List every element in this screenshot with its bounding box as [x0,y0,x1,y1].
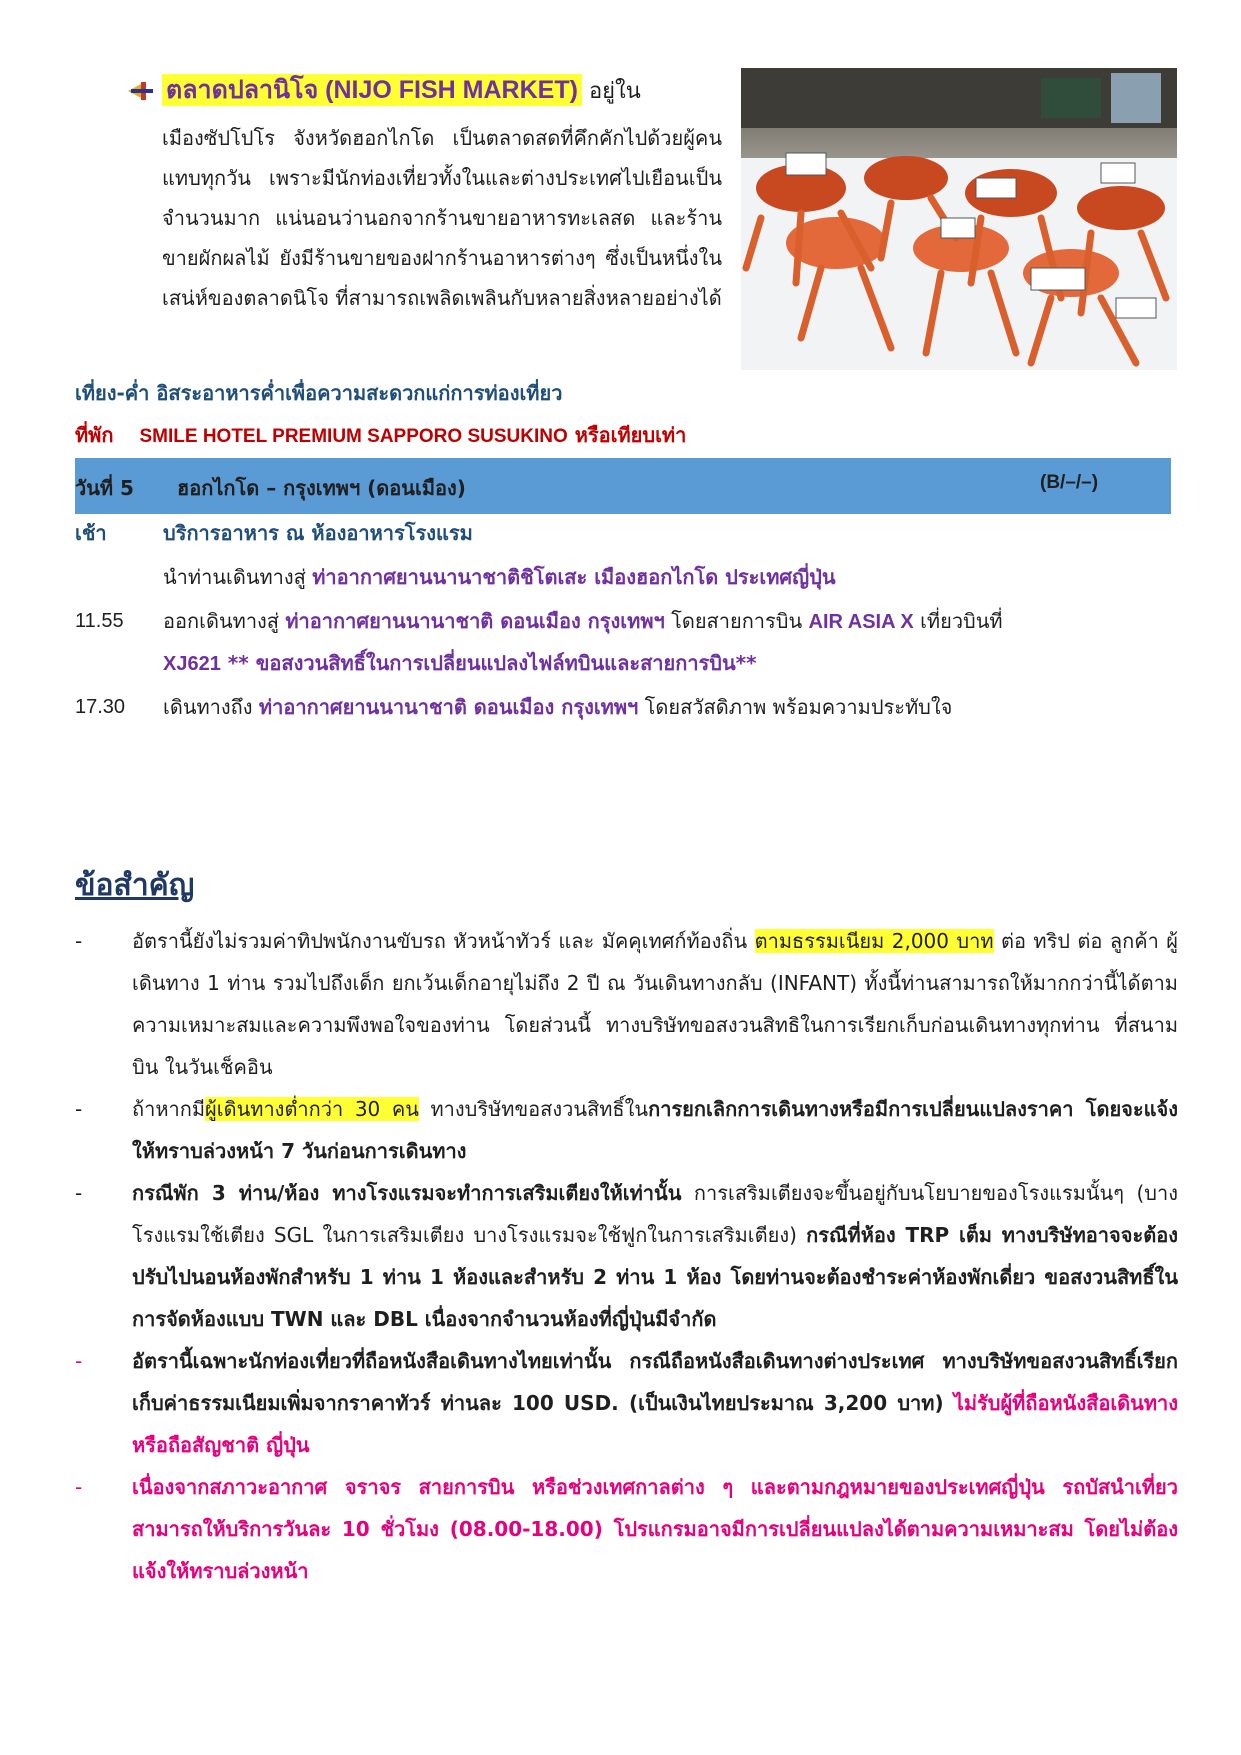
dep-mid: โดยสายการบิน [664,609,809,633]
note-dash: - [75,1181,83,1205]
note-min-bold: การยกเลิกการเดินทางหรือมีการเปลี่ยนแปลงราคา โดยจะแจ้งให้ทราบล่วงหน้า 7 วันก่อนการเดินทาง [132,1097,1178,1163]
note-dash: - [75,1475,83,1499]
nijo-title-suffix: อยู่ใน [581,79,641,104]
hotel-line [75,420,686,452]
note-min-travelers [132,1088,1178,1172]
note-min-highlight: ผู้เดินทางต่ำกว่า 30 คน [205,1097,419,1121]
note-triple-bold-a: กรณีพัก 3 ท่าน/ห้อง ทางโรงแรมจะทำการเสริมเตียงให้เท่านั้น [132,1181,682,1205]
note-tips [132,920,1178,1088]
flight-note: ** ขอสงวนสิทธิ์ในการเปลี่ยนแปลงไฟล์ทบินและสายการบิน** [220,651,757,675]
note-passport-bold: อัตรานี้เฉพาะนักท่องเที่ยวที่ถือหนังสือเดินทางไทยเท่านั้น กรณีถือหนังสือเดินทางต่างประเทศ ทางบริษัทขอสงวนสิทธิ์เรียกเก็บค่าธรรมเนียมเพิ่มจากราคาทัวร์ ท่านละ 100 USD. (เป็นเงินไทยประมาณ 3,200 บาท) [132,1349,1178,1415]
nijo-title: ตลาดปลานิโจ (NIJO FISH MARKET) [162,74,582,106]
note-dash: - [75,1097,83,1121]
arr-prefix: เดินทางถึง [163,695,259,719]
meal-note: เที่ยง-ค่ำ อิสระอาหารค่ำเพื่อความสะดวกแก่การท่องเที่ยว [75,381,563,405]
hotel-suffix: หรือเทียบเท่า [567,423,687,447]
dep-flight-prefix: เที่ยวบินที่ [913,609,1003,633]
airline: AIR ASIA X [808,611,914,633]
departure-time: 11.55 [75,610,124,632]
schedule-morning-label: เช้า [75,521,107,545]
schedule-transfer [163,562,836,592]
note-tips-text-b: ต่อ ทริป ต่อ ลูกค้า ผู้เดินทาง 1 ท่าน รวมไปถึงเด็ก ยกเว้นเด็กอายุไม่ถึง 2 ปี ณ วันเดินทางกลับ (INFANT) ทั้งนี้ท่านสามารถให้มากกว่านี้ได้ตามความเหมาะสมและความพึงพอใจของท่าน โดยส่วนนี้ ทางบริษัทขอสงวนสิทธิในการเรียกเก็บก่อนเดินทางทุกท่าน ที่สนามบิน ในวันเช็คอิน [132,929,1178,1079]
note-tips-highlight: ตามธรรมเนียม 2,000 บาท [754,929,994,953]
nijo-description: เมืองซัปโปโร จังหวัดฮอกไกโด เป็นตลาดสดที่คึกคักไปด้วยผู้คนแทบทุกวัน เพราะมีนักท่องเที่ยวทั้งในและต่างประเทศไปเยือนเป็นจำนวนมาก แน่นอนว่านอกจากร้านขายอาหารทะเลสด และร้านขายผักผลไม้ ยังมีร้านขายของฝากร้านอาหารต่างๆ ซึ่งเป็นหนึ่งในเสน่ห์ของตลาดนิโจ ที่สามารถเพลิดเพลินกับหลายสิ่งหลายอย่างได้ [162,126,722,310]
note-triple-room [132,1172,1178,1340]
arrival-time: 17.30 [75,696,126,718]
note-dash: - [75,929,83,953]
hotel-name: SMILE HOTEL PREMIUM SAPPORO SUSUKINO [139,426,568,447]
day-label: วันที่ 5 [75,476,134,500]
arr-place: ท่าอากาศยานนานาชาติ ดอนเมือง กรุงเทพฯ [258,695,639,719]
note-triple-text: การเสริมเตียงจะขึ้นอยู่กับนโยบายของโรงแรมนั้นๆ (บางโรงแรมใช้เตียง SGL ในการเสริมเตียง บางโรงแรมจะใช้ฟูกในการเสริมเตียง) [132,1181,1178,1247]
important-heading: ข้อสำคัญ [75,868,195,903]
day-title: ฮอกไกโด – กรุงเทพฯ (ดอนเมือง) [177,476,466,500]
note-passport-red: ไม่รับผู้ที่ถือหนังสือเดินทางหรือถือสัญชาติ ญี่ปุ่น [132,1391,1178,1457]
dep-prefix: ออกเดินทางสู่ [163,609,286,633]
dep-place: ท่าอากาศยานนานาชาติ ดอนเมือง กรุงเทพฯ [285,609,665,633]
note-tips-text-a: อัตรานี้ยังไม่รวมค่าทิปพนักงานขับรถ หัวหน้าทัวร์ และ มัคคุเทศก์ท้องถิ่น [132,929,755,953]
note-bus-hours-text: เนื่องจากสภาวะอากาศ จราจร สายการบิน หรือช่วงเทศกาลต่าง ๆ และตามกฎหมายของประเทศญี่ปุ่น รถบัสนำเที่ยวสามารถให้บริการวันละ 10 ชั่วโมง (08.00-18.00) โปรแกรมอาจมีการเปลี่ยนแปลงได้ตามความเหมาะสม โดยไม่ต้องแจ้งให้ทราบล่วงหน้า [132,1475,1178,1583]
flight-line [163,648,757,679]
arr-suffix: โดยสวัสดิภาพ พร้อมความประทับใจ [638,695,953,719]
flight-number: XJ621 [163,653,221,675]
nijo-title-line [162,70,722,112]
note-min-text-a: ถ้าหากมี [132,1097,206,1121]
day-header-bar [75,458,1171,514]
note-passport [132,1340,1178,1466]
nijo-fish-market-photo [741,68,1177,370]
schedule-departure [163,606,1003,637]
schedule-morning-text: บริการอาหาร ณ ห้องอาหารโรงแรม [163,521,473,545]
transfer-prefix: นำท่านเดินทางสู่ [163,565,313,589]
day-meals: (B/–/–) [1040,472,1099,493]
note-triple-bold-b: กรณีที่ห้อง TRP เต็ม ทางบริษัทอาจจะต้องปรับไปนอนห้องพักสำหรับ 1 ท่าน 1 ห้องและสำหรับ 2 ท่าน 1 ห้อง โดยท่านจะต้องชำระค่าห้องพักเดี่ยว ขอสงวนสิทธิ์ในการจัดห้องแบบ TWN และ DBL เนื่องจากจำนวนห้องที่ญี่ปุ่นมีจำกัด [132,1223,1178,1331]
note-dash: - [75,1349,83,1373]
note-min-text-b: ทางบริษัทขอสงวนสิทธิ์ใน [418,1097,649,1121]
transfer-place: ท่าอากาศยานนานาชาติชิโตเสะ เมืองฮอกไกโด ประเทศญี่ปุ่น [312,565,836,589]
hotel-label: ที่พัก [75,423,114,447]
bullet-icon [128,80,154,102]
schedule-arrival [163,692,952,722]
note-bus-hours [132,1466,1178,1592]
